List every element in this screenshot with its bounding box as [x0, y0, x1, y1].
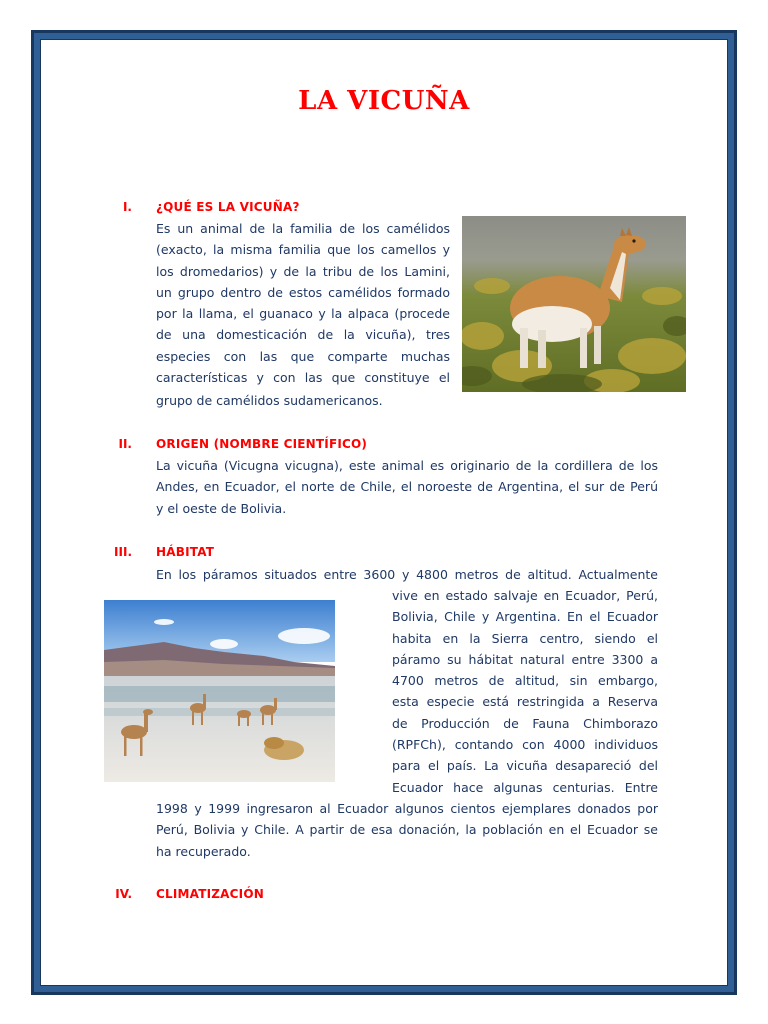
text-line: esta especie está restringida a Reserva [392, 694, 658, 710]
text-line: de Producción de Fauna Chimborazo [392, 715, 658, 731]
text-line: por la llama, el guanaco y la alpaca (procede [156, 306, 450, 322]
text-line: La vicuña (Vicugna vicugna), este animal es originario de la cordillera de los [156, 458, 658, 473]
text-line: habita en la Sierra centro, siendo el [392, 630, 658, 646]
text-line: Andes, en Ecuador, el norte de Chile, el noroeste de Argentina, el sur de Perú [156, 479, 658, 495]
text-line: Ecuador hace algunas centurias. Entre [392, 779, 658, 795]
section-1-paragraph [156, 218, 450, 412]
text-line: un grupo dentro de estos camélidos formado [156, 284, 450, 300]
section-4-heading: CLIMATIZACIÓN [156, 887, 264, 901]
section-4-number: IV. [115, 887, 132, 901]
section-3-tail-paragraph [156, 798, 658, 862]
text-line: ha recuperado. [156, 843, 251, 859]
section-2-paragraph [156, 455, 658, 519]
text-line: 4700 metros de altitud, sin embargo, [392, 673, 658, 689]
section-3-number: III. [114, 545, 132, 559]
text-line: de una domesticación de la vicuña), tres [156, 327, 450, 343]
document-title: LA VICUÑA [298, 86, 470, 116]
text-line: y el oeste de Bolivia. [156, 500, 287, 516]
section-1-number: I. [122, 200, 132, 214]
section-2-number: II. [118, 437, 132, 451]
section-3-heading: HÁBITAT [156, 545, 215, 559]
text-line: Perú, Bolivia y Chile. A partir de esa donación, la población en el Ecuador se [156, 822, 658, 838]
section-1-heading: ¿QUÉ ES LA VICUÑA? [156, 200, 300, 214]
text-line: grupo de camélidos sudamericanos. [156, 393, 383, 409]
vicuna-photo [462, 216, 686, 392]
text-line: En los páramos situados entre 3600 y 4800 metros de altitud. Actualmente [156, 567, 658, 582]
text-line: vive en estado salvaje en Ecuador, Perú, [392, 588, 658, 603]
section-3-wrapped-paragraph [392, 585, 658, 798]
text-line: Bolivia, Chile y Argentina. En el Ecuador [392, 609, 658, 625]
text-line: Es un animal de la familia de los camélidos [156, 221, 450, 236]
text-line: los dromedarios) y de la tribu de los Lamini, [156, 263, 450, 279]
text-line: páramo su hábitat natural entre 3300 a [392, 651, 658, 667]
text-line: (RPFCh), contando con 4000 individuos [392, 737, 658, 753]
section-3-first-line [156, 564, 658, 585]
text-line: especies con las que comparte muchas [156, 348, 450, 364]
text-line: para el país. La vicuña desapareció del [392, 758, 658, 774]
section-2-heading: ORIGEN (NOMBRE CIENTÍFICO) [156, 437, 368, 451]
text-line: 1998 y 1999 ingresaron al Ecuador algunos cientos ejemplares donados por [156, 801, 658, 816]
text-line: (exacto, la misma familia que los camellos y [156, 242, 450, 258]
text-line: características y con las que constituye el [156, 370, 450, 386]
habitat-photo [104, 600, 335, 782]
